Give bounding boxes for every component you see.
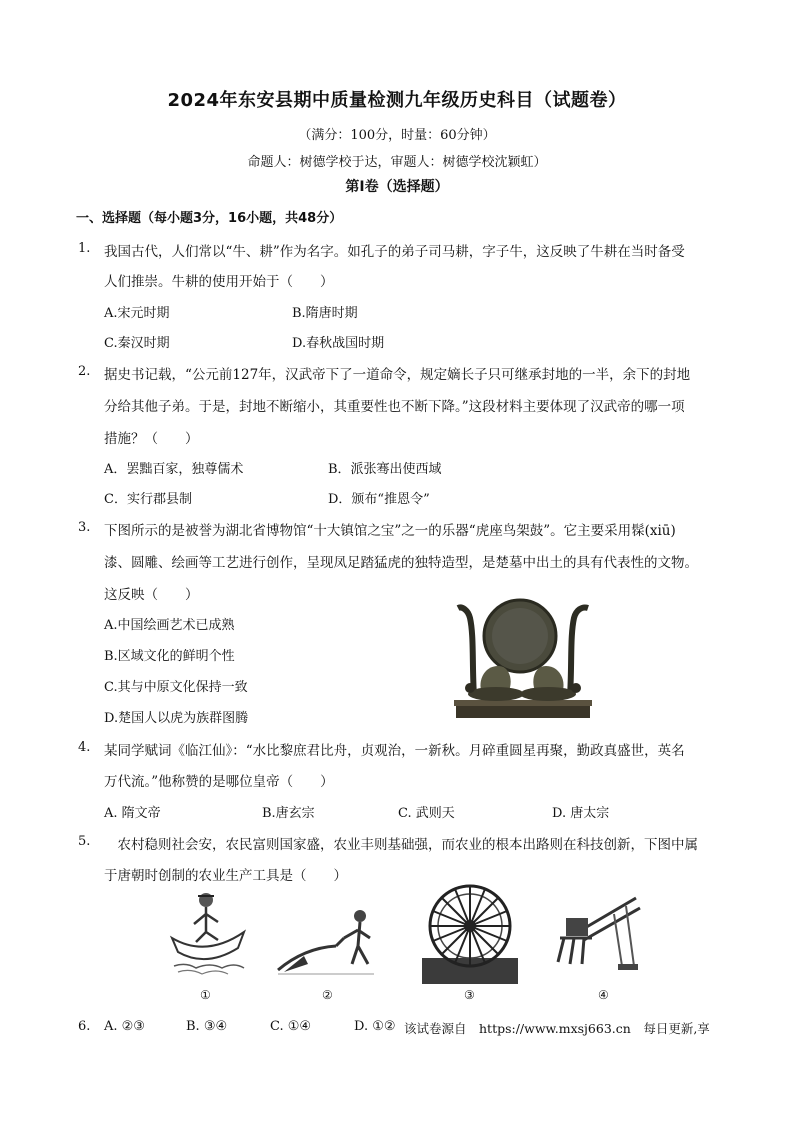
tiger-bird-drum-icon — [454, 596, 592, 720]
option-a[interactable]: A．罢黜百家，独尊儒术 — [104, 462, 244, 477]
option-a[interactable]: A.中国绘画艺术已成熟 — [104, 618, 235, 633]
option-a[interactable]: A. 隋文帝 — [104, 806, 161, 821]
seed-drill-icon — [548, 892, 644, 972]
option-a[interactable]: A.宋元时期 — [104, 306, 170, 321]
authors: 命题人：树德学校于达，审题人：树德学校沈颖虹） — [247, 155, 547, 170]
question-text: 农村稳则社会安，农民富则国家盛，农业丰则基础强，而农业的根本出路则在科技创新，下图中属 — [104, 837, 698, 853]
question-text: 分给其他子弟。于是，封地不断缩小，其重要性也不断下降。”这段材料主要体现了汉武帝的哪一项 — [104, 399, 685, 415]
question-number: 4. — [78, 740, 91, 755]
figure-label: ④ — [598, 988, 609, 1002]
option-d[interactable]: D.楚国人以虎为族群图腾 — [104, 711, 249, 726]
option-b[interactable]: B.隋唐时期 — [292, 306, 358, 321]
option-b[interactable]: B.区域文化的鲜明个性 — [104, 649, 235, 664]
question-text: 某同学赋词《临江仙》：“水比黎庶君比舟，贞观治，一新秋。月碎重圆星再聚，勤政真盛世，英名 — [104, 743, 685, 759]
page-title: 2024年东安县期中质量检测九年级历史科目（试题卷） — [167, 90, 627, 111]
question-text: 人们推崇。牛耕的使用开始于（ ） — [104, 274, 334, 290]
question-number: 2. — [78, 364, 91, 379]
plough-icon — [274, 908, 380, 978]
question-number: 1. — [78, 241, 91, 256]
question-number: 6. — [78, 1019, 91, 1034]
figure-label: ① — [200, 988, 211, 1002]
option-d[interactable]: D. ①② — [354, 1019, 396, 1034]
question-text: 这反映（ ） — [104, 587, 199, 603]
option-a[interactable]: A. ②③ — [104, 1019, 145, 1034]
question-text: 于唐朝时创制的农业生产工具是（ ） — [104, 868, 347, 884]
boat-rider-icon — [166, 888, 250, 978]
water-wheel-icon — [418, 880, 522, 986]
question-number: 3. — [78, 520, 91, 535]
option-b[interactable]: B．派张骞出使西域 — [328, 462, 442, 477]
option-b[interactable]: B.唐玄宗 — [262, 806, 315, 821]
figure-label: ③ — [464, 988, 475, 1002]
question-number: 5. — [78, 834, 91, 849]
option-d[interactable]: D．颁布“推恩令” — [328, 492, 430, 507]
part-title: 第Ⅰ卷（选择题） — [345, 179, 449, 195]
score-time: （满分：100分，时量：60分钟） — [298, 128, 496, 143]
option-c[interactable]: C．实行郡县制 — [104, 492, 192, 507]
option-c[interactable]: C. 武则天 — [398, 806, 455, 821]
question-text: 我国古代，人们常以“牛、耕”作为名字。如孔子的弟子司马耕，字子牛，这反映了牛耕在当时备受 — [104, 244, 685, 260]
option-d[interactable]: D.春秋战国时期 — [292, 336, 385, 351]
question-text: 下图所示的是被誉为湖北省博物馆“十大镇馆之宝”之一的乐器“虎座鸟架鼓”。它主要采用髹(xiū) — [104, 523, 676, 539]
question-text: 漆、圆雕、绘画等工艺进行创作，呈现凤足踏猛虎的独特造型，是楚墓中出土的具有代表性的文物。 — [104, 555, 698, 571]
option-c[interactable]: C. ①④ — [270, 1019, 312, 1034]
footer-note: 该试卷源自 https://www.mxsj663.cn 每日更新,享 — [404, 1021, 710, 1036]
option-d[interactable]: D. 唐太宗 — [552, 806, 610, 821]
option-c[interactable]: C.秦汉时期 — [104, 336, 170, 351]
question-text: 措施？（ ） — [104, 431, 199, 447]
option-c[interactable]: C.其与中原文化保持一致 — [104, 680, 248, 695]
question-text: 据史书记载，“公元前127年，汉武帝下了一道命令，规定嫡长子只可继承封地的一半，余下的封地 — [104, 367, 691, 383]
option-b[interactable]: B. ③④ — [186, 1019, 228, 1034]
section-title: 一、选择题（每小题3分，16小题，共48分） — [76, 211, 343, 226]
figure-label: ② — [322, 988, 333, 1002]
question-text: 万代流。”他称赞的是哪位皇帝（ ） — [104, 774, 334, 790]
